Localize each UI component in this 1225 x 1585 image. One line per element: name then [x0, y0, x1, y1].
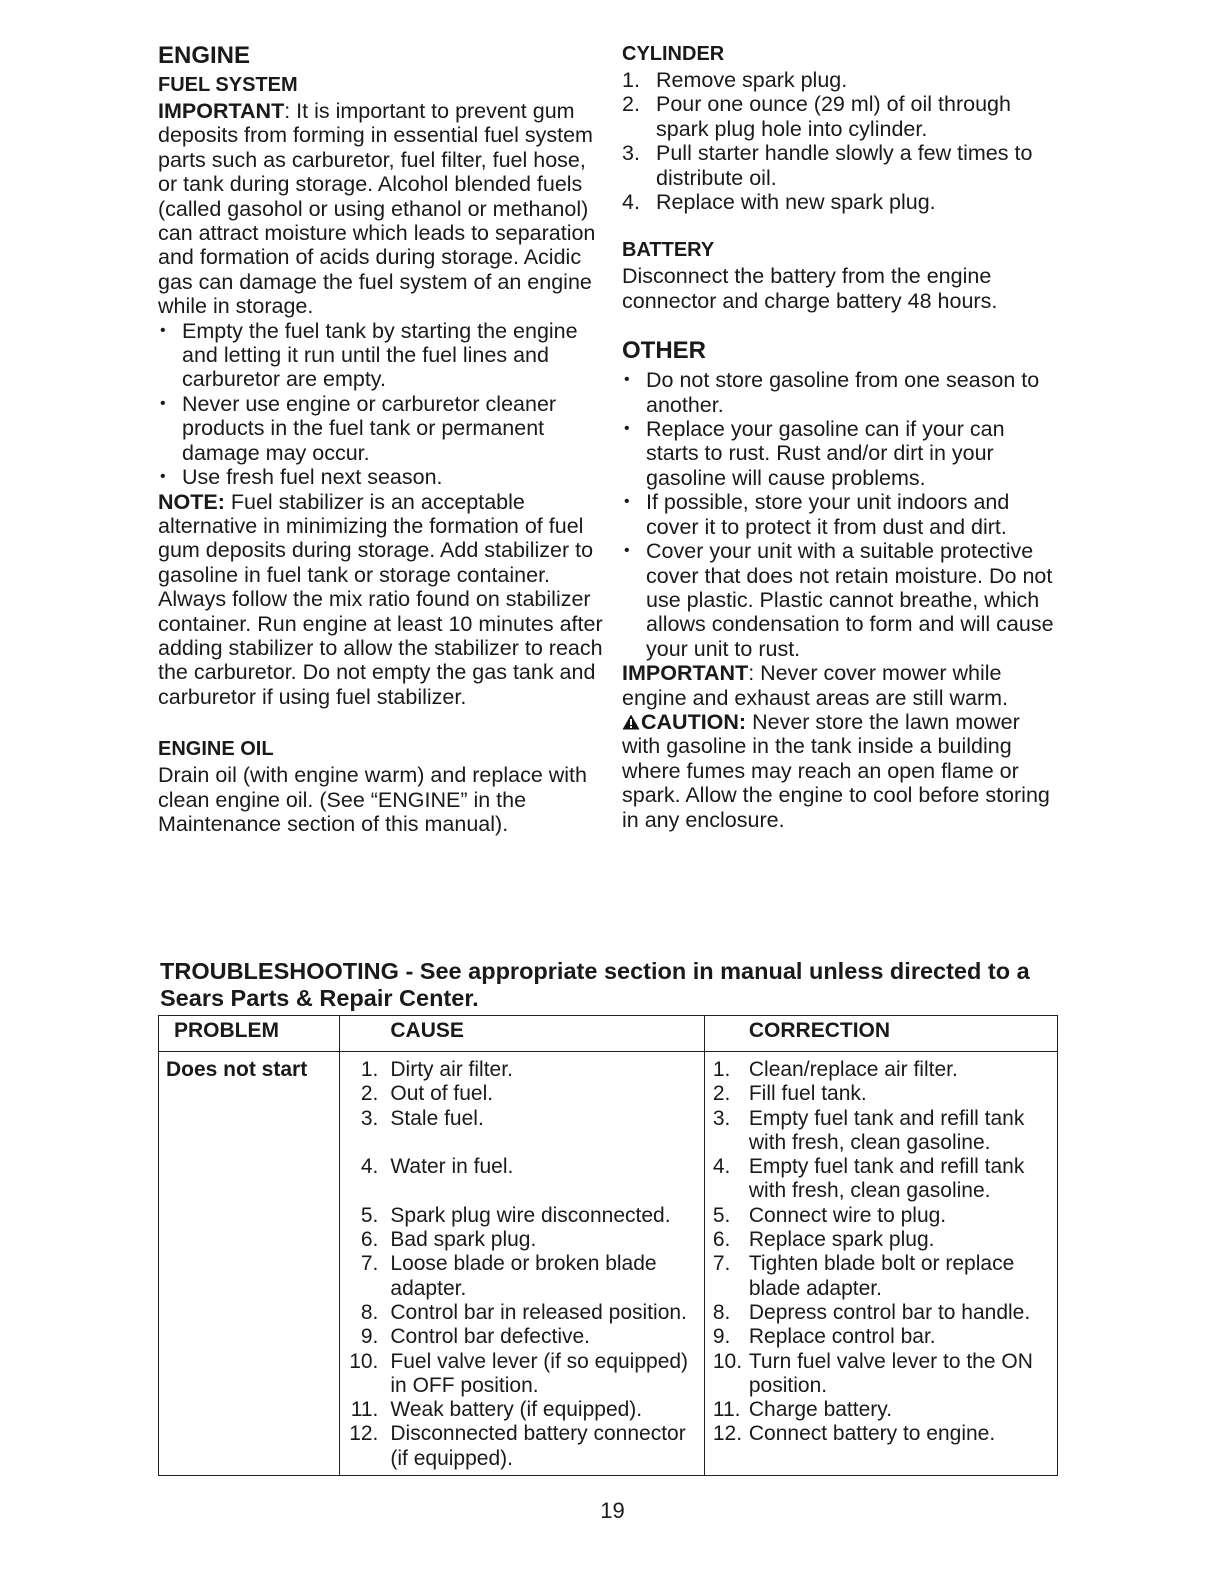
list-item: • Never use engine or carburetor cleaner products in the fuel tank or permanent damage may occur. [158, 392, 603, 465]
list-item: 9. Control bar defective. [360, 1325, 590, 1349]
list-item: 10. Turn fuel valve lever to the ON position. [712, 1349, 1033, 1397]
spacer [340, 1131, 703, 1155]
correction-list [705, 1058, 1057, 1447]
page-number: 19 [600, 1498, 625, 1523]
warning-triangle-icon [622, 714, 640, 730]
list-item: 2. Out of fuel. [360, 1082, 494, 1106]
list-item: 12. Disconnected battery connector (if equipped). [349, 1422, 686, 1470]
list-item: • Empty the fuel tank by starting the engine and letting it run until the fuel lines and carburetor are empty. [158, 319, 603, 392]
note-text: Fuel stabilizer is an acceptable alternative in minimizing the formation of fuel gum deposits during storage. Add stabilizer to gasoline in fuel tank or storage container. Always follow the mix ratio found on stabilizer container. Run engine at least 10 minutes after adding stabilizer to allow the stabilizer to reach the carburetor. Do not empty the gas tank and carburetor if using fuel stabilizer. [158, 489, 603, 709]
cylinder-steps [622, 68, 1062, 214]
list-item: 3. Empty fuel tank and refill tank with fresh, clean gasoline. [712, 1106, 1025, 1154]
list-item: 1. Remove spark plug. [622, 68, 848, 92]
list-item: 8. Depress control bar to handle. [712, 1300, 1031, 1324]
battery-paragraph: Disconnect the battery from the engine connector and charge battery 48 hours. [622, 264, 998, 313]
correction-header: CORRECTION [704, 1016, 1057, 1052]
list-item: 2. Pour one ounce (29 ml) of oil through spark plug hole into cylinder. [622, 92, 1011, 141]
list-item: 12. Connect battery to engine. [712, 1422, 996, 1446]
other-heading: OTHER [622, 337, 706, 365]
table-row [159, 1052, 1058, 1476]
cause-list [340, 1058, 703, 1471]
table-header-row [159, 1016, 1058, 1052]
important-text: : It is important to prevent gum deposits from forming in essential fuel system parts such as carburetor, fuel filter, fuel hose, or tank during storage. Alcohol blended fuels (called gasohol or using ethanol or methanol) can attract moisture which leads to separation and formation of acids during storage. Acidic gas can damage the fuel system of an engine while in storage. [158, 99, 596, 319]
list-item: 7. Loose blade or broken blade adapter. [360, 1252, 657, 1300]
list-item: 6. Bad spark plug. [360, 1228, 537, 1252]
spacer [158, 709, 603, 737]
caution-paragraph [622, 710, 1062, 832]
list-item: • Do not store gasoline from one season to another. [622, 368, 1062, 417]
problem-cell: Does not start [159, 1052, 340, 1476]
spacer [622, 313, 1062, 337]
list-item: 6. Replace spark plug. [712, 1228, 935, 1252]
right-column [622, 42, 1062, 832]
important-label: IMPORTANT [622, 661, 749, 686]
list-item: 4. Empty fuel tank and refill tank with fresh, clean gasoline. [712, 1155, 1025, 1203]
list-item: 1. Dirty air filter. [360, 1058, 513, 1081]
spacer [340, 1179, 703, 1203]
problem-header: PROBLEM [159, 1016, 340, 1052]
left-column [158, 42, 603, 836]
list-item: 11. Charge battery. [712, 1398, 893, 1422]
list-item: 3. Stale fuel. [360, 1106, 484, 1130]
fuel-system-paragraph [158, 99, 603, 319]
list-item: 8. Control bar in released position. [360, 1300, 687, 1324]
list-item: 4. Replace with new spark plug. [622, 190, 936, 215]
list-item: • Cover your unit with a suitable protective cover that does not retain moisture. Do not use plastic. Plastic cannot breathe, which allows condensation to form and will cause your unit to rust. [622, 539, 1062, 661]
fuel-system-bullets [158, 319, 603, 490]
troubleshooting-table [158, 1015, 1058, 1476]
list-item: • Use fresh fuel next season. [158, 465, 603, 489]
troubleshooting-title: TROUBLESHOOTING - See appropriate section in manual unless directed to a Sears Parts & Repair Center. [160, 958, 1030, 1011]
important-label: IMPORTANT [158, 99, 285, 123]
list-item: 9. Replace control bar. [712, 1325, 936, 1349]
caution-label: CAUTION: [641, 709, 747, 734]
important-paragraph [622, 661, 1062, 710]
list-item: 7. Tighten blade bolt or replace blade adapter. [712, 1252, 1015, 1300]
list-item: 5. Connect wire to plug. [712, 1203, 947, 1227]
fuel-system-heading: FUEL SYSTEM [158, 74, 298, 96]
other-bullets [622, 368, 1062, 661]
list-item: 2. Fill fuel tank. [712, 1082, 867, 1106]
cause-header: CAUSE [340, 1016, 704, 1052]
correction-cell [704, 1052, 1057, 1476]
note-paragraph [158, 490, 603, 710]
cylinder-heading: CYLINDER [622, 43, 725, 65]
important-text: : Never cover mower while engine and exhaust areas are still warm. [622, 661, 1009, 710]
note-label: NOTE: [158, 489, 225, 514]
list-item: • If possible, store your unit indoors and cover it to protect it from dust and dirt. [622, 490, 1062, 539]
cause-cell [340, 1052, 704, 1476]
spacer [622, 214, 1062, 238]
list-item: 1. Clean/replace air filter. [712, 1058, 958, 1081]
engine-oil-paragraph: Drain oil (with engine warm) and replace with clean engine oil. (See “ENGINE” in the Maintenance section of this manual). [158, 763, 587, 836]
list-item: 3. Pull starter handle slowly a few times to distribute oil. [622, 141, 1033, 190]
list-item: 4. Water in fuel. [360, 1155, 514, 1179]
engine-oil-heading: ENGINE OIL [158, 738, 274, 761]
list-item: 10. Fuel valve lever (if so equipped) in OFF position. [349, 1349, 689, 1397]
caution-text: Never store the lawn mower with gasoline in the tank inside a building where fumes may reach an open flame or spark. Allow the engine to cool before storing in any enclosure. [622, 709, 1050, 832]
list-item: 11. Weak battery (if equipped). [350, 1398, 643, 1422]
list-item: 5. Spark plug wire disconnected. [360, 1203, 671, 1227]
battery-heading: BATTERY [622, 239, 715, 262]
list-item: • Replace your gasoline can if your can starts to rust. Rust and/or dirt in your gasoline will cause problems. [622, 417, 1062, 490]
engine-heading: ENGINE [158, 42, 251, 69]
